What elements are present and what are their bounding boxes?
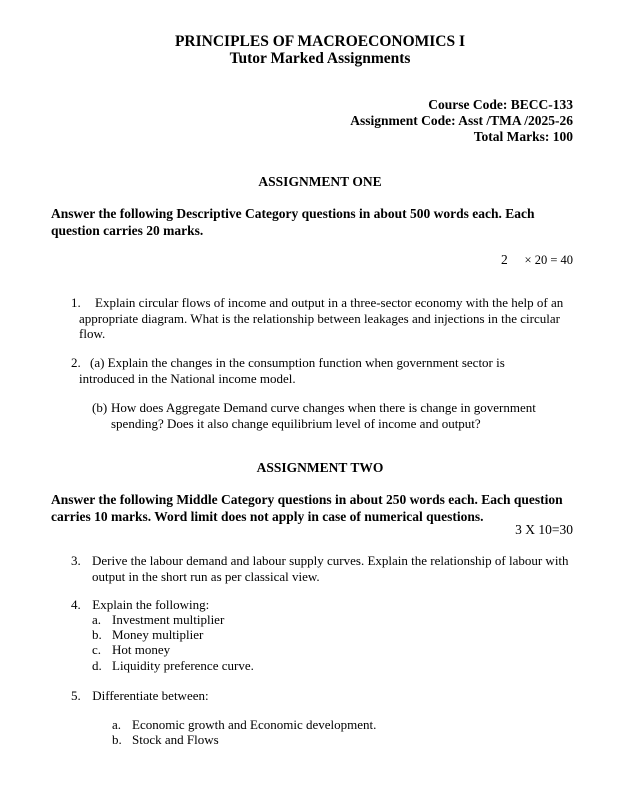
list-item <box>112 717 376 733</box>
question-text: Derive the labour demand and labour supply curves. Explain the relationship of labour with output in the short run as per classical view. <box>92 553 569 584</box>
question-part-b: How does Aggregate Demand curve changes when there is change in government spending? Does it also change equilibrium level of income and output? <box>111 400 536 431</box>
question-text: Differentiate between: <box>92 688 209 703</box>
list-item <box>112 732 219 748</box>
question-number: 1. <box>71 295 81 310</box>
question-number: 3. <box>71 553 81 568</box>
question-4 <box>71 597 209 613</box>
item-text: Liquidity preference curve. <box>112 658 254 673</box>
question-number: 5. <box>71 688 81 703</box>
item-text: Money multiplier <box>112 627 204 642</box>
total-marks: Total Marks: 100 <box>473 129 573 144</box>
item-text: Stock and Flows <box>132 732 219 747</box>
assignment-two-instruction: Answer the following Middle Category questions in about 250 words each. Each question carries 10 marks. Word limit does not apply in case of numerical questions. <box>51 492 563 524</box>
assignment-one-marks <box>501 252 573 268</box>
question-1 <box>71 295 571 342</box>
item-label: a. <box>92 612 102 627</box>
document-subtitle: Tutor Marked Assignments <box>229 50 411 67</box>
assignment-two-heading: ASSIGNMENT TWO <box>256 460 384 475</box>
list-item <box>92 658 254 674</box>
marks-count: 2 <box>501 252 508 267</box>
assignment-one-heading: ASSIGNMENT ONE <box>258 174 382 189</box>
question-text: Explain the following: <box>92 597 210 612</box>
question-number: 4. <box>71 597 81 612</box>
assignment-one-instruction: Answer the following Descriptive Category questions in about 500 words each. Each question carries 20 marks. <box>51 206 535 238</box>
document-title: PRINCIPLES OF MACROECONOMICS I <box>174 33 466 50</box>
list-item <box>92 612 224 628</box>
marks-formula: × 20 = 40 <box>524 253 573 267</box>
course-code: Course Code: BECC-133 <box>428 97 573 112</box>
item-text: Hot money <box>112 642 171 657</box>
part-b-label: (b) <box>92 400 108 415</box>
question-number: 2. <box>71 355 81 370</box>
question-5 <box>71 688 209 704</box>
assignment-two-marks: 3 X 10=30 <box>515 522 573 537</box>
list-item <box>92 627 203 643</box>
item-label: b. <box>92 627 102 642</box>
item-text: Economic growth and Economic development. <box>132 717 377 732</box>
question-3 <box>71 553 576 584</box>
question-2 <box>71 355 561 386</box>
question-2-part-b <box>92 400 562 431</box>
list-item <box>92 642 170 658</box>
item-text: Investment multiplier <box>112 612 225 627</box>
item-label: b. <box>112 732 122 747</box>
item-label: a. <box>112 717 122 732</box>
item-label: d. <box>92 658 102 673</box>
assignment-code: Assignment Code: Asst /TMA /2025-26 <box>350 113 573 128</box>
question-part-a: (a) Explain the changes in the consumption function when government sector is introduced in the National income model. <box>79 355 505 386</box>
item-label: c. <box>92 642 102 657</box>
question-text: Explain circular flows of income and output in a three-sector economy with the help of an appropriate diagram. What is the relationship between leakages and injections in the circular flow. <box>79 295 564 341</box>
